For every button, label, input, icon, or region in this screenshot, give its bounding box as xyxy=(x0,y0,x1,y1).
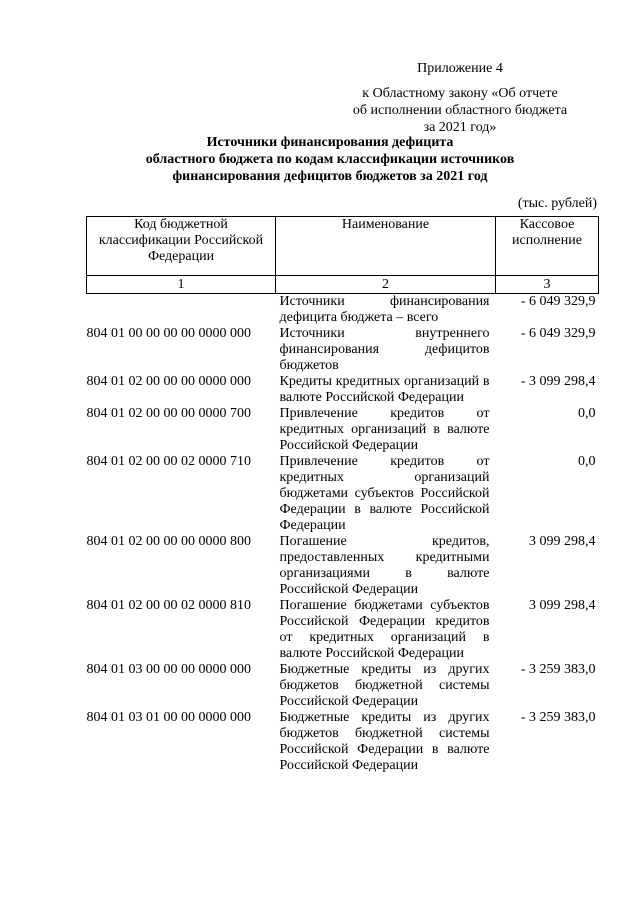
amount-cell: - 6 049 329,9 xyxy=(520,326,596,341)
table-row xyxy=(87,710,599,774)
name-cell: Источники внутреннего финансирования дефицитов бюджетов xyxy=(279,326,490,373)
column-number-3: 3 xyxy=(496,276,599,294)
title-line-2: областного бюджета по кодам классификации источников xyxy=(145,152,515,167)
column-number-2: 2 xyxy=(276,276,496,294)
code-cell: 804 01 02 00 00 00 0000 700 xyxy=(86,406,251,421)
code-cell: 804 01 03 01 00 00 0000 000 xyxy=(86,710,251,725)
units-label: (тыс. рублей) xyxy=(517,196,597,211)
header-code: Код бюджетной классификации Российской Федерации xyxy=(87,217,276,276)
column-number-row xyxy=(87,276,599,294)
code-cell: 804 01 02 00 00 00 0000 800 xyxy=(86,534,251,549)
name-cell: Источники финансирования дефицита бюджета – всего xyxy=(279,294,490,325)
amount-cell: 0,0 xyxy=(578,406,596,421)
header-name: Наименование xyxy=(276,217,496,276)
amount-cell: - 3 259 383,0 xyxy=(520,710,596,725)
appendix-header xyxy=(330,60,590,136)
table-row xyxy=(87,406,599,454)
appendix-law-ref-2: об исполнении областного бюджета xyxy=(352,103,568,118)
name-cell: Кредиты кредитных организаций в валюте Российской Федерации xyxy=(279,374,490,405)
title-line-3: финансирования дефицитов бюджетов за 2021 год xyxy=(172,169,488,184)
code-cell xyxy=(87,294,276,327)
table-header-row xyxy=(87,217,599,276)
table-row xyxy=(87,662,599,710)
amount-cell: - 3 099 298,4 xyxy=(520,374,596,389)
name-cell: Привлечение кредитов от кредитных организаций бюджетами субъектов Российской Федерации в валюте Российской Федерации xyxy=(279,454,490,533)
title-line-1: Источники финансирования дефицита xyxy=(206,135,454,150)
table-row xyxy=(87,534,599,598)
name-cell: Погашение кредитов, предоставленных кредитными организациями в валюте Российской Федерации xyxy=(279,534,490,597)
code-cell: 804 01 00 00 00 00 0000 000 xyxy=(86,326,251,341)
name-cell: Бюджетные кредиты из других бюджетов бюджетной системы Российской Федерации xyxy=(279,662,490,709)
code-cell: 804 01 03 00 00 00 0000 000 xyxy=(86,662,251,677)
table-row xyxy=(87,598,599,662)
document-title xyxy=(60,134,600,185)
appendix-number: Приложение 4 xyxy=(417,61,503,76)
name-cell: Погашение бюджетами субъектов Российской Федерации кредитов от кредитных организаций в валюте Российской Федерации xyxy=(279,598,490,661)
amount-cell: 0,0 xyxy=(578,454,596,469)
code-cell: 804 01 02 00 00 02 0000 710 xyxy=(86,454,251,469)
amount-cell: 3 099 298,4 xyxy=(529,598,596,613)
amount-cell: - 3 259 383,0 xyxy=(520,662,596,677)
header-amount: Кассовое исполнение xyxy=(496,217,599,276)
table-row xyxy=(87,326,599,374)
amount-cell: 3 099 298,4 xyxy=(529,534,596,549)
amount-cell: - 6 049 329,9 xyxy=(520,294,596,309)
column-number-1: 1 xyxy=(87,276,276,294)
table-row xyxy=(87,294,599,327)
table-row xyxy=(87,374,599,406)
name-cell: Привлечение кредитов от кредитных организаций в валюте Российской Федерации xyxy=(279,406,490,453)
code-cell: 804 01 02 00 00 02 0000 810 xyxy=(86,598,251,613)
name-cell: Бюджетные кредиты из других бюджетов бюджетной системы Российской Федерации в валюте Российской Федерации xyxy=(279,710,490,773)
code-cell: 804 01 02 00 00 00 0000 000 xyxy=(86,374,251,389)
financing-sources-table xyxy=(86,216,599,774)
table-row xyxy=(87,454,599,534)
appendix-law-ref: к Областному закону «Об отчете xyxy=(362,86,558,101)
appendix-law-year: за 2021 год» xyxy=(423,120,497,135)
